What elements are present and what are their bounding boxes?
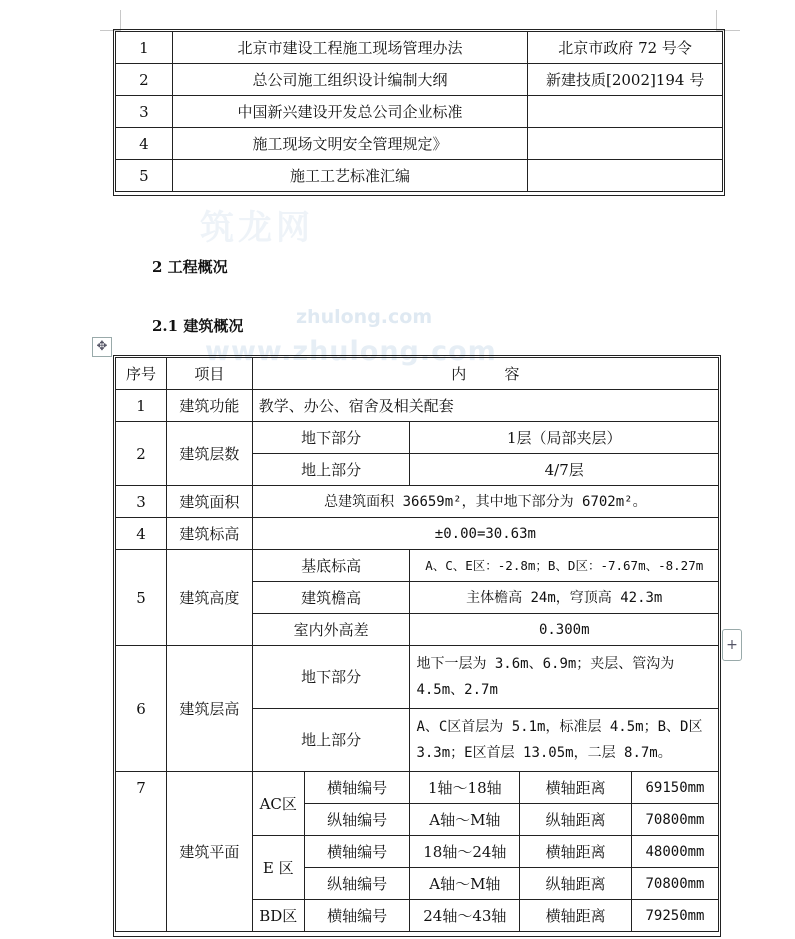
sub-value: A、C区首层为 5.1m，标准层 4.5m；B、D区 3.3m；E区首层 13.05m，二层 8.7m。 (410, 709, 719, 772)
axis-range: 24轴～43轴 (410, 900, 520, 932)
sub-item: 建筑檐高 (252, 582, 410, 614)
subsection-heading: 2.1 建筑概况 (152, 317, 244, 335)
sub-item: 地上部分 (252, 709, 410, 772)
sub-item: 地下部分 (252, 422, 410, 454)
item-content: 总建筑面积 36659m²，其中地下部分为 6702m²。 (252, 486, 718, 518)
distance-label: 横轴距离 (520, 772, 632, 804)
document-code (528, 160, 723, 192)
item-name: 建筑标高 (166, 518, 252, 550)
distance-label: 横轴距离 (520, 900, 632, 932)
zone-label: BD区 (252, 900, 304, 932)
distance-label: 纵轴距离 (520, 804, 632, 836)
item-name: 建筑层高 (166, 646, 252, 772)
distance-value: 70800mm (632, 804, 719, 836)
sub-item: 基底标高 (252, 550, 410, 582)
document-name: 总公司施工组织设计编制大纲 (172, 64, 527, 96)
distance-value: 69150mm (632, 772, 719, 804)
row-number: 5 (116, 550, 167, 646)
distance-value: 79250mm (632, 900, 719, 932)
item-content: ±0.00=30.63m (252, 518, 718, 550)
document-code: 新建技质[2002]194 号 (528, 64, 723, 96)
document-name: 施工工艺标准汇编 (172, 160, 527, 192)
row-number: 6 (116, 646, 167, 772)
sub-value: 1层（局部夹层） (410, 422, 719, 454)
table-row (116, 646, 719, 709)
watermark-text: 筑龙网 (200, 208, 314, 248)
row-number: 1 (116, 390, 167, 422)
distance-label: 横轴距离 (520, 836, 632, 868)
table-row (116, 772, 719, 804)
watermark-domain: zhulong.com (296, 306, 433, 328)
document-code (528, 128, 723, 160)
zone-label: E 区 (252, 836, 304, 900)
table-row (116, 128, 723, 160)
row-number: 7 (116, 772, 167, 932)
axis-label: 横轴编号 (304, 900, 410, 932)
table-row (116, 550, 719, 582)
axis-label: 横轴编号 (304, 772, 410, 804)
axis-range: 1轴～18轴 (410, 772, 520, 804)
table-row (116, 64, 723, 96)
item-name: 建筑层数 (166, 422, 252, 486)
header-item: 项目 (166, 358, 252, 390)
sub-item: 地上部分 (252, 454, 410, 486)
table-row (116, 32, 723, 64)
axis-label: 横轴编号 (304, 836, 410, 868)
item-name: 建筑功能 (166, 390, 252, 422)
item-name: 建筑平面 (166, 772, 252, 932)
row-number: 3 (116, 96, 173, 128)
table-row (116, 518, 719, 550)
table-row (116, 486, 719, 518)
table-row (116, 422, 719, 454)
table-header-row (116, 358, 719, 390)
distance-value: 70800mm (632, 868, 719, 900)
document-name: 施工现场文明安全管理规定》 (172, 128, 527, 160)
zone-label: AC区 (252, 772, 304, 836)
sub-value: 地下一层为 3.6m、6.9m；夹层、管沟为 4.5m、2.7m (410, 646, 719, 709)
table-row (116, 96, 723, 128)
sub-value: 4/7层 (410, 454, 719, 486)
item-content: 教学、办公、宿舍及相关配套 (252, 390, 718, 422)
plus-icon[interactable]: + (722, 629, 742, 661)
sub-item: 地下部分 (252, 646, 410, 709)
document-code: 北京市政府 72 号令 (528, 32, 723, 64)
item-name: 建筑面积 (166, 486, 252, 518)
header-no: 序号 (116, 358, 167, 390)
row-number: 5 (116, 160, 173, 192)
move-icon[interactable]: ✥ (92, 337, 112, 357)
document-code (528, 96, 723, 128)
reference-table (115, 31, 723, 192)
distance-value: 48000mm (632, 836, 719, 868)
row-number: 3 (116, 486, 167, 518)
table-row (116, 160, 723, 192)
watermark-url: www.zhulong.com (205, 336, 497, 367)
row-number: 4 (116, 518, 167, 550)
row-number: 4 (116, 128, 173, 160)
axis-range: 18轴～24轴 (410, 836, 520, 868)
row-number: 1 (116, 32, 173, 64)
item-name: 建筑高度 (166, 550, 252, 646)
axis-range: A轴～M轴 (410, 868, 520, 900)
section-heading: 2 工程概况 (152, 258, 228, 276)
axis-range: A轴～M轴 (410, 804, 520, 836)
row-number: 2 (116, 422, 167, 486)
sub-value: 0.300m (410, 614, 719, 646)
document-name: 中国新兴建设开发总公司企业标准 (172, 96, 527, 128)
axis-label: 纵轴编号 (304, 804, 410, 836)
document-name: 北京市建设工程施工现场管理办法 (172, 32, 527, 64)
header-content: 内 容 (252, 358, 718, 390)
table-row (116, 390, 719, 422)
sub-item: 室内外高差 (252, 614, 410, 646)
sub-value: 主体檐高 24m，穹顶高 42.3m (410, 582, 719, 614)
building-overview-table (115, 357, 719, 932)
row-number: 2 (116, 64, 173, 96)
axis-label: 纵轴编号 (304, 868, 410, 900)
distance-label: 纵轴距离 (520, 868, 632, 900)
sub-value: A、C、E区：-2.8m；B、D区：-7.67m、-8.27m (410, 550, 719, 582)
